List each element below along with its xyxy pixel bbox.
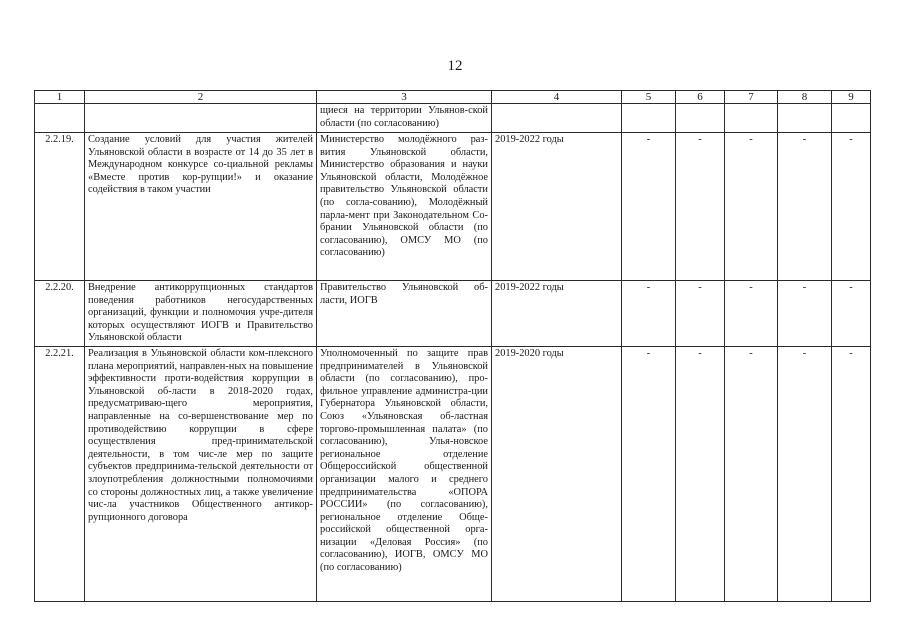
table-row <box>35 346 871 601</box>
value-cell-8: - <box>778 281 832 347</box>
table-cell <box>676 104 725 133</box>
value-cell-6: - <box>676 346 725 601</box>
header-cell-4: 4 <box>492 91 622 104</box>
value-cell-7: - <box>725 281 778 347</box>
value-cell-5: - <box>622 133 676 281</box>
value-cell-8: - <box>778 133 832 281</box>
row-number: 2.2.20. <box>35 281 85 347</box>
table-cell <box>832 104 871 133</box>
page-number: 12 <box>447 58 463 74</box>
value-cell-9: - <box>832 133 871 281</box>
header-cell-8: 8 <box>778 91 832 104</box>
value-cell-8: - <box>778 346 832 601</box>
header-cell-7: 7 <box>725 91 778 104</box>
executors-cell: Уполномоченный по защите прав предпринимателей в Ульяновской области (по согласованию), про-фильное управление администра-ции Губернатора Ульяновской области, Союз «Ульяновская об-ластная торгово-промышленная палата» (по согласованию), Улья-новское региональное отделение Общероссийской общественной организации малого и среднего предпринимательства «ОПОРА РОССИИ» (по согласованию), региональное отделение Обще-российской общественной орга-низации «Деловая Россия» (по согласованию), ИОГВ, ОМСУ МО (по согласованию) <box>317 346 492 601</box>
header-cell-6: 6 <box>676 91 725 104</box>
value-cell-6: - <box>676 133 725 281</box>
header-row <box>35 91 871 104</box>
table-cell <box>492 104 622 133</box>
executors-cell: Министерство молодёжного раз-вития Ульяновской области, Министерство образования и науки Ульяновской области, Молодёжное правительство Ульяновской области (по согла-сованию), Молодёжный парла-мент при Законодательном Со-брании Ульяновской области (по согласованию), ОМСУ МО (по согласованию) <box>317 133 492 281</box>
measures-table <box>34 90 871 602</box>
value-cell-9: - <box>832 281 871 347</box>
activity-cell: Создание условий для участия жителей Ульяновской области в возрасте от 14 до 35 лет в Международном конкурсе со-циальной рекламы «Вместе против кор-рупции!» и оказание содействия в таком участии <box>85 133 317 281</box>
period-cell: 2019-2020 годы <box>492 346 622 601</box>
header-cell-9: 9 <box>832 91 871 104</box>
header-cell-3: 3 <box>317 91 492 104</box>
header-cell-1: 1 <box>35 91 85 104</box>
period-cell: 2019-2022 годы <box>492 133 622 281</box>
executors-cell: щиеся на территории Ульянов-ской области (по согласованию) <box>317 104 492 133</box>
table-cell <box>622 104 676 133</box>
activity-cell: Реализация в Ульяновской области ком-плексного плана мероприятий, направлен-ных на повышение эффективности проти-водействия коррупции в Ульяновской об-ласти в 2018-2020 годах, предусматриваю-щего мероприятия, направленные на со-вершенствование мер по противодействию коррупции в сфере осуществления пред-принимательской деятельности, в том чис-ле мер по защите субъектов предпринима-тельской деятельности от злоупотребления должностными полномочиями со стороны должностных лиц, а также увеличение чис-ла участников Общественного антикор-рупционного договора <box>85 346 317 601</box>
value-cell-5: - <box>622 281 676 347</box>
value-cell-5: - <box>622 346 676 601</box>
executors-cell: Правительство Ульяновской об-ласти, ИОГВ <box>317 281 492 347</box>
period-cell: 2019-2022 годы <box>492 281 622 347</box>
activity-cell: Внедрение антикоррупционных стандартов поведения работников негосударственных организаций, функции и полномочия учре-дителя которых осуществляют ИОГВ и Правительство Ульяновской области <box>85 281 317 347</box>
continuation-row <box>35 104 871 133</box>
table-cell <box>85 104 317 133</box>
row-number: 2.2.19. <box>35 133 85 281</box>
row-number: 2.2.21. <box>35 346 85 601</box>
value-cell-7: - <box>725 346 778 601</box>
value-cell-7: - <box>725 133 778 281</box>
header-cell-2: 2 <box>85 91 317 104</box>
table-cell <box>35 104 85 133</box>
table-cell <box>725 104 778 133</box>
header-cell-5: 5 <box>622 91 676 104</box>
table-row <box>35 281 871 347</box>
value-cell-6: - <box>676 281 725 347</box>
table-row <box>35 133 871 281</box>
value-cell-9: - <box>832 346 871 601</box>
table-cell <box>778 104 832 133</box>
